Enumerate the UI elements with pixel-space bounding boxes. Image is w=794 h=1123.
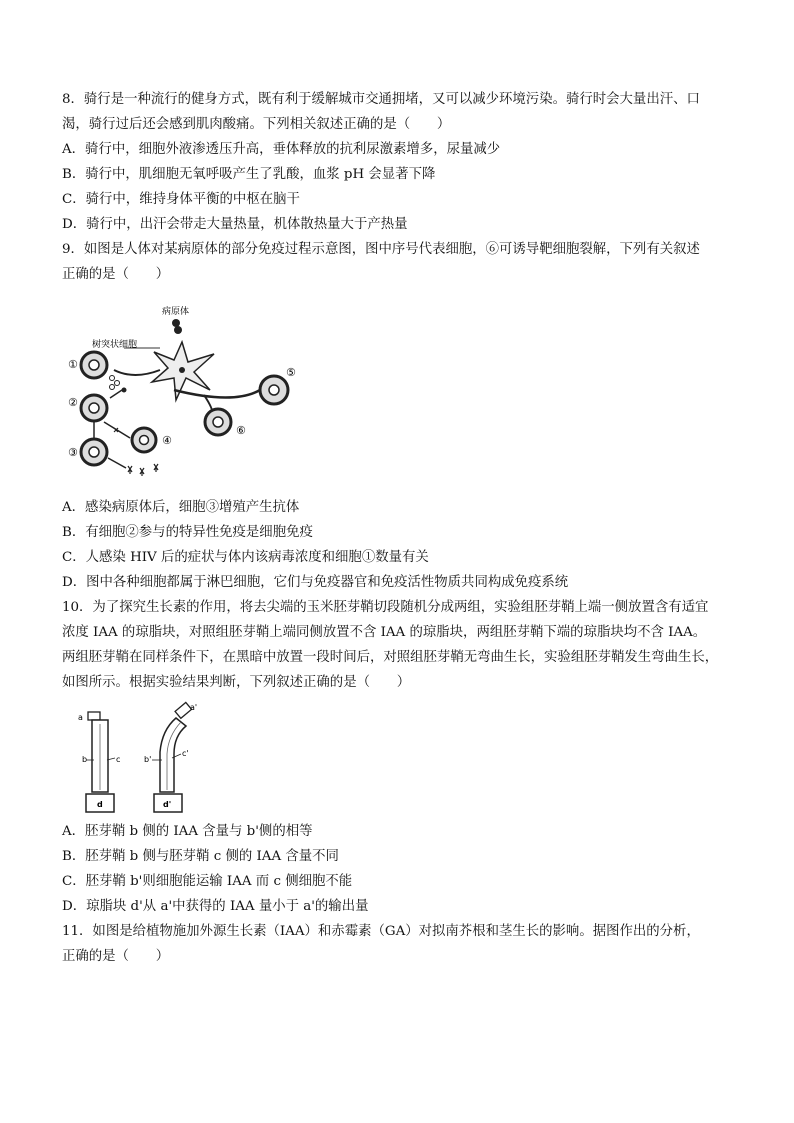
q10-option-b: B．胚芽鞘 b 侧与胚芽鞘 c 侧的 IAA 含量不同: [62, 849, 339, 864]
q8-option-c: C．骑行中，维持身体平衡的中枢在脑干: [62, 192, 300, 207]
cell-6-label: ⑥: [236, 424, 246, 437]
q9-stem-line-2: 正确的是（ ）: [62, 267, 170, 282]
q10-stem-line-2: 浓度 IAA 的琼脂块，对照组胚芽鞘上端同侧放置不含 IAA 的琼脂块，两组胚芽鞘下端的琼脂块均不含 IAA。: [62, 625, 707, 640]
apc-label: 树突状细胞: [92, 340, 138, 350]
cell-2-label: ②: [68, 396, 78, 409]
q10-option-c: C．胚芽鞘 b'则细胞能运输 IAA 而 c 侧细胞不能: [62, 874, 353, 889]
q9-option-d: D．图中各种细胞都属于淋巴细胞，它们与免疫器官和免疫活性物质共同构成免疫系统: [62, 575, 569, 590]
q11-stem-line-2: 正确的是（ ）: [62, 949, 170, 964]
label-b: b: [82, 755, 88, 764]
coleoptile-experiment-diagram: [64, 700, 214, 815]
cell-4-label: ④: [162, 434, 172, 447]
q9-stem-line-1: 9．如图是人体对某病原体的部分免疫过程示意图，图中序号代表细胞，⑥可诱导靶细胞裂解，下列有关叙述: [62, 242, 700, 257]
label-c-prime: c': [182, 749, 189, 758]
pathogen-label: 病原体: [162, 307, 190, 317]
cell-5-label: ⑤: [286, 366, 296, 379]
label-d: d: [97, 800, 103, 809]
label-d-prime: d': [163, 800, 172, 809]
q8-option-a: A．骑行中，细胞外液渗透压升高，垂体释放的抗利尿激素增多，尿量减少: [62, 142, 501, 157]
q8-stem-line-1: 8．骑行是一种流行的健身方式，既有利于缓解城市交通拥堵，又可以减少环境污染。骑行时会大量出汗、口: [62, 92, 700, 107]
pathogen-icon: [172, 319, 180, 327]
label-b-prime: b': [144, 755, 152, 764]
q11-stem-line-1: 11．如图是给植物施加外源生长素（IAA）和赤霉素（GA）对拟南芥根和茎生长的影响。据图作出的分析，: [62, 924, 700, 939]
label-a-prime: a': [190, 703, 198, 712]
q9-option-a: A．感染病原体后，细胞③增殖产生抗体: [62, 500, 300, 515]
q10-stem-line-3: 两组胚芽鞘在同样条件下，在黑暗中放置一段时间后，对照组胚芽鞘无弯曲生长，实验组胚芽鞘发生弯曲生长，: [62, 650, 719, 665]
immune-process-diagram: [64, 290, 304, 480]
q9-option-b: B．有细胞②参与的特异性免疫是细胞免疫: [62, 525, 313, 540]
q10-stem-line-1: 10．为了探究生长素的作用，将去尖端的玉米胚芽鞘切段随机分成两组，实验组胚芽鞘上端一侧放置含有适宜: [62, 600, 709, 615]
agar-block-a: [88, 712, 100, 720]
label-c: c: [116, 755, 121, 764]
q8-stem-line-2: 渴，骑行过后还会感到肌肉酸痛。下列相关叙述正确的是（ ）: [62, 117, 451, 132]
cell-1-label: ①: [68, 358, 78, 371]
q8-option-b: B．骑行中，肌细胞无氧呼吸产生了乳酸，血浆 pH 会显著下降: [62, 167, 436, 182]
q8-option-d: D．骑行中，出汗会带走大量热量，机体散热量大于产热量: [62, 217, 408, 232]
label-a: a: [78, 713, 83, 722]
q10-option-a: A．胚芽鞘 b 侧的 IAA 含量与 b'侧的相等: [62, 824, 313, 839]
q10-option-d: D．琼脂块 d'从 a'中获得的 IAA 量小于 a'的输出量: [62, 899, 369, 914]
q9-option-c: C．人感染 HIV 后的症状与体内该病毒浓度和细胞①数量有关: [62, 550, 429, 565]
q10-stem-line-4: 如图所示。根据实验结果判断，下列叙述正确的是（ ）: [62, 675, 411, 690]
cell-3-label: ③: [68, 446, 78, 459]
